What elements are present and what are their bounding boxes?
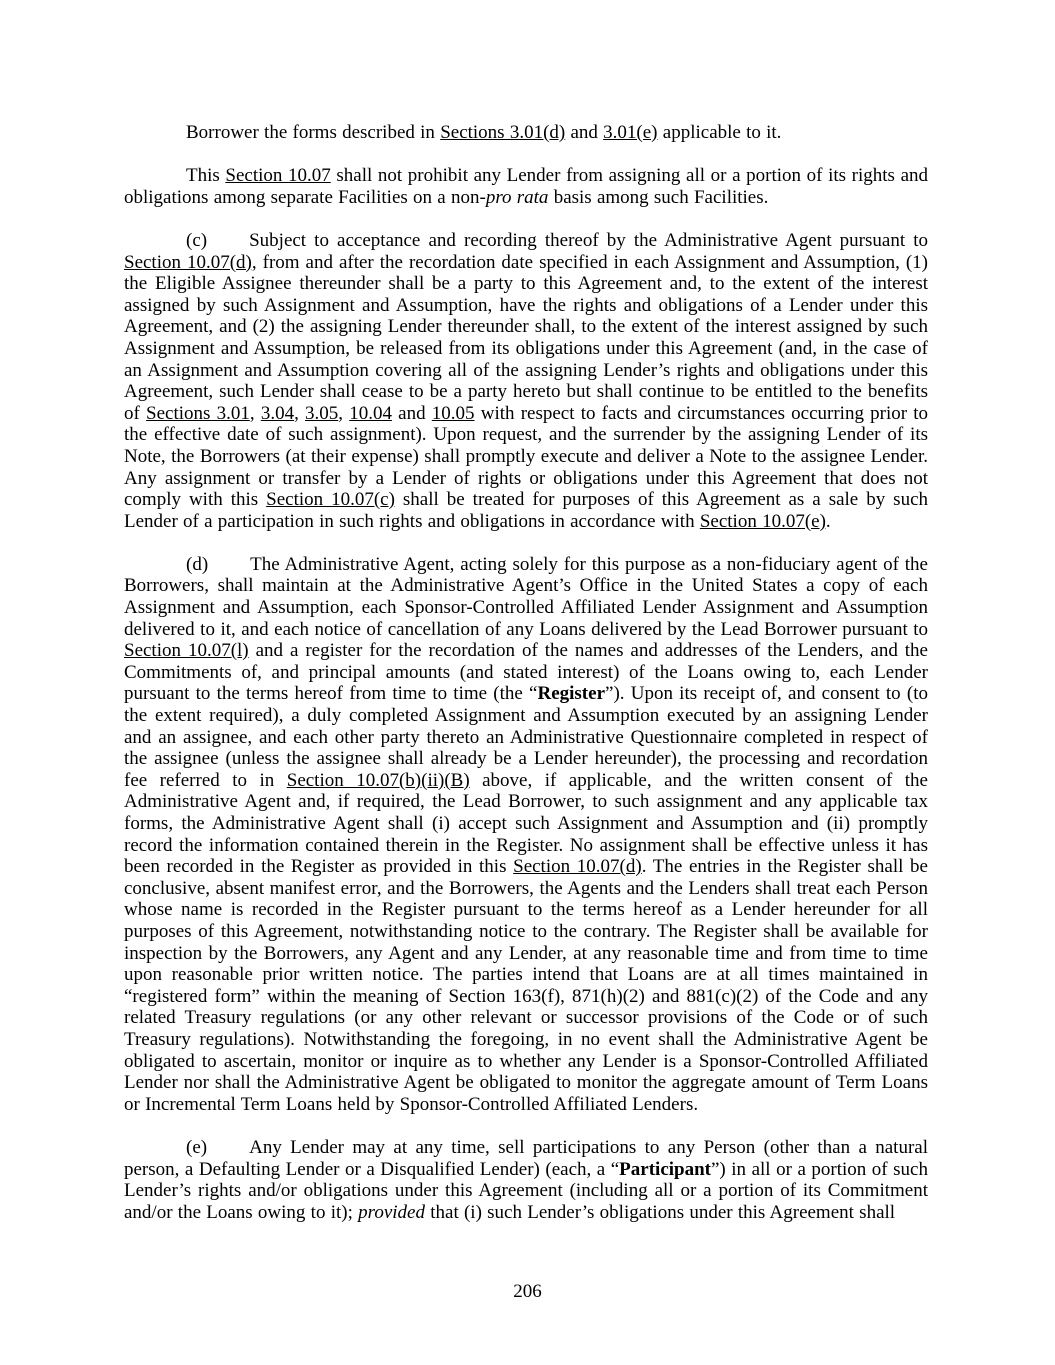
text-run: , — [249, 402, 261, 424]
text-run: shall be treated for purposes of this Agreement as a sale by such Lender of a participation in such rights and obligations in accordance with — [124, 489, 928, 532]
text-run: Section 10.07(e) — [699, 510, 826, 532]
paragraph-c — [124, 230, 928, 532]
text-run: above, if applicable, and the written consent of the Administrative Agent and, if required, the Lead Borrower, to such assignment and any applicable tax forms, the Administrative Agent shall (i) accept such Assignment and Assumption and (ii) promptly record the information contained therein in the Register. No assignment shall be effective unless it has been recorded in the Register as provided in this — [124, 769, 928, 878]
tab-spacer — [208, 569, 250, 570]
text-run: (e) — [186, 1136, 208, 1158]
text-run: . — [825, 510, 831, 532]
text-run: This — [186, 165, 226, 187]
text-run: shall not prohibit any Lender from assigning all or a portion of its rights and obligations among separate Facilities on a non- — [124, 165, 928, 208]
text-run: 10.05 — [431, 402, 475, 424]
text-run: , — [338, 402, 350, 424]
text-run: The Administrative Agent, acting solely for this purpose as a non-fiduciary agent of the Borrowers, shall maintain at the Administrative Agent’s Office in the United States a copy of each Assignment and Assumption, each Sponsor-Controlled Affiliated Lender Assignment and Assumption delivered to it, and each notice of cancellation of any Loans delivered by the Lead Borrower pursuant to — [124, 553, 928, 640]
page-number: 206 — [513, 1281, 542, 1302]
text-run: and — [565, 122, 604, 143]
text-run: with respect to facts and circumstances occurring prior to the effective date of such assignment). Upon request, and the surrender by the assigning Lender of its Note, the Borrowers (at their expense) shall promptly execute and deliver a Note to the assignee Lender. Any assignment or transfer by a Lender of rights or obligations under this Agreement that does not comply with this — [124, 402, 929, 511]
tab-spacer — [207, 1152, 249, 1153]
paragraph-e — [124, 1137, 928, 1223]
text-run: pro rata — [485, 186, 549, 208]
text-run: (c) — [186, 229, 208, 251]
text-run: Any Lender may at any time, sell participations to any Person (other than a natural person, a Defaulting Lender or a Disqualified Lender) (each, a “ — [124, 1136, 928, 1180]
text-run: Section 10.07(l) — [124, 640, 249, 662]
text-run: Section 10.07(d) — [124, 251, 252, 273]
text-run: Sections 3.01 — [146, 402, 250, 424]
page-footer — [0, 1281, 1055, 1303]
text-run: Borrower the forms described in — [186, 122, 441, 143]
text-run: and — [391, 402, 432, 424]
text-run: Section 10.07(c) — [266, 489, 395, 511]
document-body — [124, 122, 928, 1245]
text-run: that (i) such Lender’s obligations under this Agreement shall — [424, 1201, 896, 1223]
text-run: Section 10.07 — [225, 165, 331, 187]
text-run: basis among such Facilities. — [548, 186, 769, 208]
text-run: ”) in all or a portion of such Lender’s rights and/or obligations under this Agreement (including all or a portion of its Commitment and/or the Loans owing to it); — [124, 1158, 928, 1223]
text-run: Subject to acceptance and recording thereof by the Administrative Agent pursuant to — [249, 229, 928, 251]
paragraph-d — [124, 554, 928, 1115]
text-run: , — [294, 402, 306, 424]
text-run: ”). Upon its receipt of, and consent to (to the extent required), a duly completed Assignment and Assumption executed by an assigning Lender and an assignee, and each other party thereto an Administrative Questionnaire completed in respect of the assignee (unless the assignee shall already be a Lender hereunder), the processing and recordation fee referred to in — [124, 683, 928, 791]
text-run: Participant — [619, 1158, 711, 1180]
text-run: Register — [537, 683, 606, 705]
text-run: 3.05 — [305, 402, 339, 424]
text-run: Section 10.07(d) — [513, 856, 642, 878]
tab-spacer — [207, 245, 249, 246]
paragraph-continuation — [124, 122, 928, 144]
text-run: Sections 3.01(d) — [440, 122, 566, 143]
text-run: , from and after the recordation date specified in each Assignment and Assumption, (1) the Eligible Assignee thereunder shall be a party to this Agreement and, to the extent of the interest assigned by such Assignment and Assumption, have the rights and obligations of a Lender under this Agreement, and (2) the assigning Lender thereunder shall, to the extent of the interest assigned by such Assignment and Assumption, be released from its obligations under this Agreement (and, in the case of an Assignment and Assumption covering all of the assigning Lender’s rights and obligations under this Agreement, such Lender shall cease to be a party hereto but shall continue to be entitled to the benefits of — [124, 251, 928, 424]
text-run: applicable to it. — [657, 122, 782, 143]
text-run: Section 10.07(b)(ii)(B) — [286, 769, 470, 791]
text-run: . The entries in the Register shall be conclusive, absent manifest error, and the Borrowers, the Agents and the Lenders shall treat each Person whose name is recorded in the Register pursuant to the terms hereof as a Lender hereunder for all purposes of this Agreement, notwithstanding notice to the contrary. The Register shall be available for inspection by the Borrowers, any Agent and any Lender, at any reasonable time and from time to time upon reasonable prior written notice. The parties intend that Loans are at all times maintained in “registered form” within the meaning of Section 163(f), 871(h)(2) and 881(c)(2) of the Code and any related Treasury regulations (or any other relevant or successor provisions of the Code or of such Treasury regulations). Notwithstanding the foregoing, in no event shall the Administrative Agent be obligated to ascertain, monitor or inquire as to whether any Lender is a Sponsor-Controlled Affiliated Lender nor shall the Administrative Agent be obligated to monitor the aggregate amount of Term Loans or Incremental Term Loans held by Sponsor-Controlled Affiliated Lenders. — [124, 856, 928, 1115]
text-run: 3.01(e) — [603, 122, 658, 143]
text-run: (d) — [186, 553, 209, 575]
paragraph-section-1007-note — [124, 165, 928, 208]
text-run: 3.04 — [260, 402, 295, 424]
text-run: 10.04 — [349, 402, 392, 424]
text-run: provided — [358, 1201, 425, 1223]
text-run: and a register for the recordation of the names and addresses of the Lenders, and the Commitments of, and principal amounts (and stated interest) of the Loans owing to, each Lender pursuant to the terms hereof from time to time (the “ — [124, 640, 928, 705]
